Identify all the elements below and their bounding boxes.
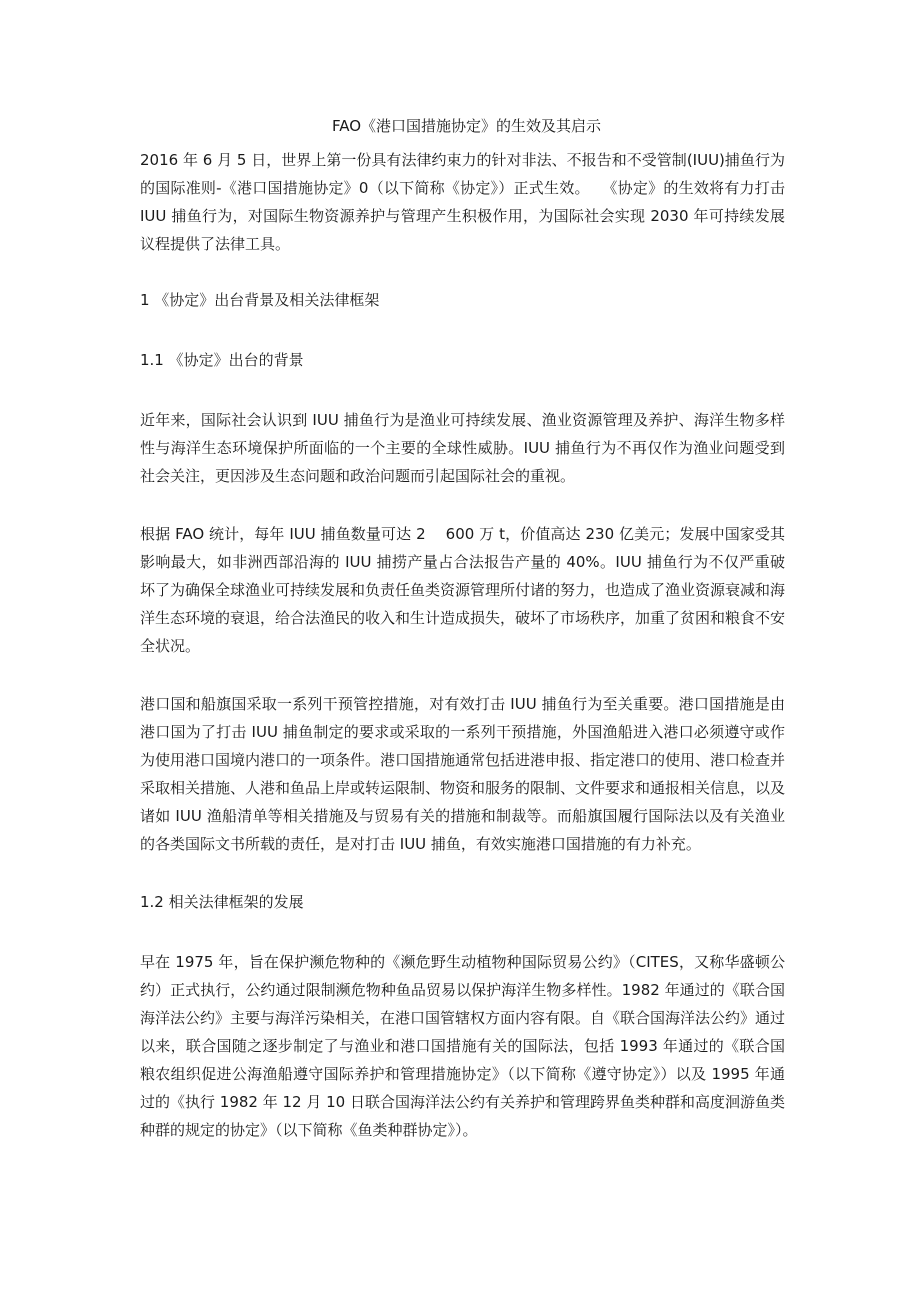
document-title: FAO《港口国措施协定》的生效及其启示 <box>331 117 602 135</box>
section-1-heading: 1 《协定》出台背景及相关法律框架 <box>140 291 380 309</box>
paragraph-legal-framework: 早在 1975 年，旨在保护濒危物种的《濒危野生动植物种国际贸易公约》（CITES，又称华盛顿公约）正式执行，公约通过限制濒危物种鱼品贸易以保护海洋生物多样性。1982 年通过的《联合国海洋法公约》主要与海洋污染相关，在港口国管辖权方面内容有限。自《联合国海洋法公约》通过以来，联合国随之逐步制定了与渔业和港口国措施有关的国际法，包括 1993 年通过的《联合国粮农组织促进公海渔船遵守国际养护和管理措施协定》（以下简称《遵守协定》）以及 1995 年通过的《执行 1982 年 12 月 10 日联合国海洋法公约有关养护和管理跨界鱼类种群和高度洄游鱼类种群的规定的协定》（以下简称《鱼类种群协定》）。 <box>140 953 786 1139</box>
section-1-1-heading: 1.1 《协定》出台的背景 <box>140 351 304 369</box>
paragraph-iuu-threat: 近年来，国际社会认识到 IUU 捕鱼行为是渔业可持续发展、渔业资源管理及养护、海洋生物多样性与海洋生态环境保护所面临的一个主要的全球性威胁。IUU 捕鱼行为不再仅作为渔业问题受到社会关注，更因涉及生态问题和政治问题而引起国际社会的重视。 <box>140 411 785 485</box>
section-1-2-heading: 1.2 相关法律框架的发展 <box>140 893 304 911</box>
paragraph-fao-statistics: 根据 FAO 统计，每年 IUU 捕鱼数量可达 2 600 万 t，价值高达 230 亿美元；发展中国家受其影响最大，如非洲西部沿海的 IUU 捕捞产量占合法报告产量的 40%。IUU 捕鱼行为不仅严重破坏了为确保全球渔业可持续发展和负责任鱼类资源管理所付诸的努力，也造成了渔业资源衰减和海洋生态环境的衰退，给合法渔民的收入和生计造成损失，破坏了市场秩序，加重了贫困和粮食不安全状况。 <box>140 525 786 655</box>
intro-paragraph: 2016 年 6 月 5 日，世界上第一份具有法律约束力的针对非法、不报告和不受管制(IUU)捕鱼行为的国际准则-《港口国措施协定》0（以下简称《协定》）正式生效。 《协定》的生效将有力打击 IUU 捕鱼行为，对国际生物资源养护与管理产生积极作用，为国际社会实现 2030 年可持续发展议程提供了法律工具。 <box>140 151 785 253</box>
document-content <box>140 112 785 1174</box>
paragraph-port-state-measures: 港口国和船旗国采取一系列干预管控措施，对有效打击 IUU 捕鱼行为至关重要。港口国措施是由港口国为了打击 IUU 捕鱼制定的要求或采取的一系列干预措施，外国渔船进入港口必须遵守或作为使用港口国境内港口的一项条件。港口国措施通常包括进港申报、指定港口的使用、港口检查并采取相关措施、人港和鱼品上岸或转运限制、物资和服务的限制、文件要求和通报相关信息，以及诸如 IUU 渔船清单等相关措施及与贸易有关的措施和制裁等。而船旗国履行国际法以及有关渔业的各类国际文书所载的责任，是对打击 IUU 捕鱼，有效实施港口国措施的有力补充。 <box>140 695 786 853</box>
